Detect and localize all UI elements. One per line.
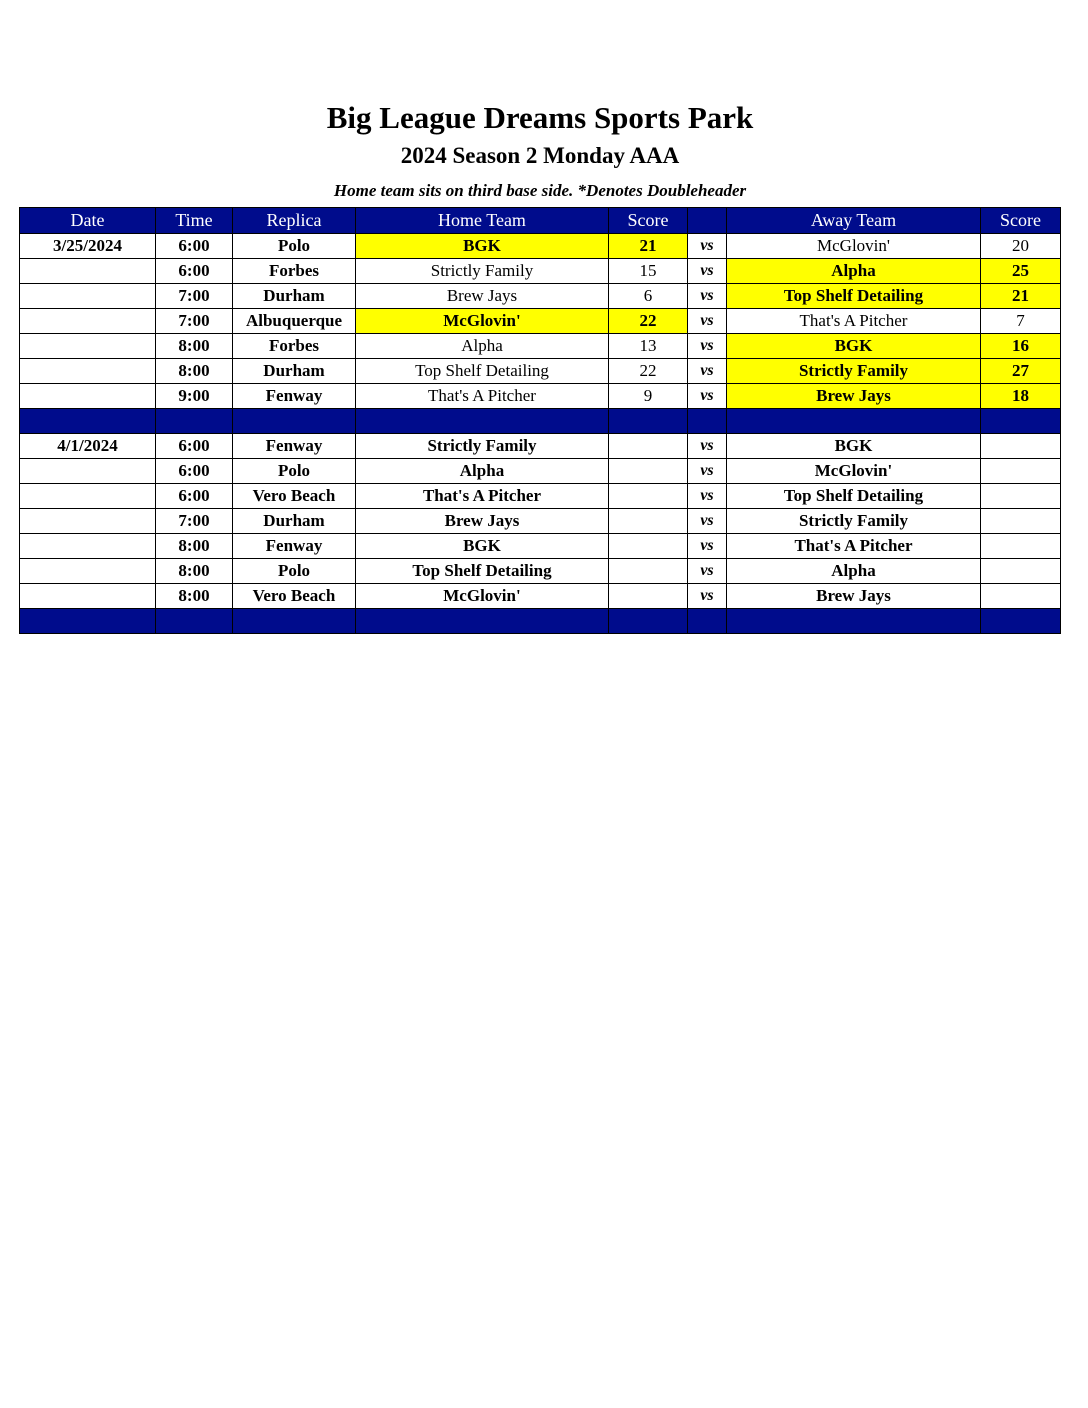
vs-cell: vs — [688, 284, 727, 309]
separator-cell — [688, 609, 727, 634]
replica-cell: Polo — [233, 459, 356, 484]
separator-cell — [20, 409, 156, 434]
away-team-cell: Top Shelf Detailing — [727, 484, 981, 509]
time-cell: 6:00 — [156, 484, 233, 509]
time-cell: 6:00 — [156, 434, 233, 459]
table-row — [20, 559, 1061, 584]
away-score-cell: 27 — [981, 359, 1061, 384]
time-cell: 8:00 — [156, 534, 233, 559]
time-cell: 6:00 — [156, 459, 233, 484]
schedule-body — [20, 234, 1061, 634]
away-team-cell: McGlovin' — [727, 234, 981, 259]
replica-cell: Forbes — [233, 334, 356, 359]
replica-cell: Polo — [233, 234, 356, 259]
date-cell: 3/25/2024 — [20, 234, 156, 259]
table-row — [20, 284, 1061, 309]
away-score-cell: 16 — [981, 334, 1061, 359]
table-row — [20, 259, 1061, 284]
col-header-home-score: Score — [609, 208, 688, 234]
away-score-cell — [981, 484, 1061, 509]
home-team-cell: Brew Jays — [356, 509, 609, 534]
date-cell — [20, 559, 156, 584]
home-score-cell — [609, 559, 688, 584]
vs-cell: vs — [688, 334, 727, 359]
home-score-cell: 6 — [609, 284, 688, 309]
separator-cell — [233, 409, 356, 434]
col-header-vs — [688, 208, 727, 234]
home-team-cell: Alpha — [356, 334, 609, 359]
date-cell — [20, 284, 156, 309]
replica-cell: Albuquerque — [233, 309, 356, 334]
date-cell — [20, 359, 156, 384]
replica-cell: Fenway — [233, 434, 356, 459]
time-cell: 7:00 — [156, 509, 233, 534]
home-team-cell: Top Shelf Detailing — [356, 359, 609, 384]
date-cell — [20, 259, 156, 284]
table-row — [20, 234, 1061, 259]
date-cell — [20, 309, 156, 334]
time-cell: 7:00 — [156, 284, 233, 309]
page-subtitle: 2024 Season 2 Monday AAA — [400, 143, 680, 168]
vs-cell: vs — [688, 434, 727, 459]
table-row — [20, 384, 1061, 409]
away-score-cell — [981, 534, 1061, 559]
separator-cell — [233, 609, 356, 634]
away-score-cell — [981, 559, 1061, 584]
table-row — [20, 509, 1061, 534]
away-team-cell: BGK — [727, 434, 981, 459]
table-row — [20, 434, 1061, 459]
time-cell: 8:00 — [156, 559, 233, 584]
time-cell: 8:00 — [156, 584, 233, 609]
home-score-cell — [609, 484, 688, 509]
separator-cell — [981, 409, 1061, 434]
away-score-cell — [981, 459, 1061, 484]
time-cell: 8:00 — [156, 334, 233, 359]
replica-cell: Durham — [233, 284, 356, 309]
home-team-cell: Strictly Family — [356, 259, 609, 284]
home-score-cell: 13 — [609, 334, 688, 359]
home-team-cell: Top Shelf Detailing — [356, 559, 609, 584]
col-header-away-team: Away Team — [727, 208, 981, 234]
away-team-cell: McGlovin' — [727, 459, 981, 484]
table-row — [20, 584, 1061, 609]
home-score-cell: 21 — [609, 234, 688, 259]
table-row — [20, 309, 1061, 334]
separator-cell — [609, 409, 688, 434]
table-row — [20, 534, 1061, 559]
vs-cell: vs — [688, 234, 727, 259]
home-team-cell: Brew Jays — [356, 284, 609, 309]
vs-cell: vs — [688, 509, 727, 534]
time-cell: 8:00 — [156, 359, 233, 384]
col-header-home-team: Home Team — [356, 208, 609, 234]
vs-cell: vs — [688, 459, 727, 484]
away-team-cell: Alpha — [727, 559, 981, 584]
away-team-cell: Strictly Family — [727, 509, 981, 534]
table-row — [20, 459, 1061, 484]
time-cell: 6:00 — [156, 234, 233, 259]
away-score-cell — [981, 584, 1061, 609]
home-score-cell — [609, 534, 688, 559]
replica-cell: Forbes — [233, 259, 356, 284]
away-team-cell: That's A Pitcher — [727, 309, 981, 334]
week-separator-row — [20, 409, 1061, 434]
time-cell: 6:00 — [156, 259, 233, 284]
home-score-cell — [609, 509, 688, 534]
vs-cell: vs — [688, 309, 727, 334]
away-score-cell: 21 — [981, 284, 1061, 309]
table-row — [20, 484, 1061, 509]
week-separator-row — [20, 609, 1061, 634]
col-header-away-score: Score — [981, 208, 1061, 234]
separator-cell — [981, 609, 1061, 634]
date-cell: 4/1/2024 — [20, 434, 156, 459]
replica-cell: Vero Beach — [233, 584, 356, 609]
date-cell — [20, 459, 156, 484]
away-team-cell: Brew Jays — [727, 384, 981, 409]
home-score-cell: 22 — [609, 359, 688, 384]
home-team-cell: That's A Pitcher — [356, 384, 609, 409]
away-score-cell: 18 — [981, 384, 1061, 409]
col-header-date: Date — [20, 208, 156, 234]
home-team-cell: Alpha — [356, 459, 609, 484]
away-score-cell: 20 — [981, 234, 1061, 259]
vs-cell: vs — [688, 259, 727, 284]
away-score-cell — [981, 434, 1061, 459]
away-team-cell: That's A Pitcher — [727, 534, 981, 559]
date-cell — [20, 384, 156, 409]
home-score-cell: 22 — [609, 309, 688, 334]
schedule-note: Home team sits on third base side. *Denotes Doubleheader — [333, 181, 747, 200]
table-row — [20, 359, 1061, 384]
vs-cell: vs — [688, 534, 727, 559]
home-score-cell: 9 — [609, 384, 688, 409]
date-cell — [20, 334, 156, 359]
separator-cell — [727, 609, 981, 634]
separator-cell — [609, 609, 688, 634]
home-score-cell: 15 — [609, 259, 688, 284]
away-score-cell — [981, 509, 1061, 534]
away-team-cell: BGK — [727, 334, 981, 359]
away-score-cell: 25 — [981, 259, 1061, 284]
schedule-table — [19, 207, 1061, 634]
home-score-cell — [609, 459, 688, 484]
separator-cell — [727, 409, 981, 434]
header-row — [20, 208, 1061, 234]
date-cell — [20, 509, 156, 534]
home-team-cell: BGK — [356, 234, 609, 259]
home-team-cell: Strictly Family — [356, 434, 609, 459]
vs-cell: vs — [688, 484, 727, 509]
date-cell — [20, 534, 156, 559]
time-cell: 9:00 — [156, 384, 233, 409]
date-cell — [20, 584, 156, 609]
separator-cell — [356, 409, 609, 434]
away-team-cell: Brew Jays — [727, 584, 981, 609]
page-title: Big League Dreams Sports Park — [326, 100, 754, 135]
replica-cell: Fenway — [233, 384, 356, 409]
col-header-time: Time — [156, 208, 233, 234]
separator-cell — [20, 609, 156, 634]
replica-cell: Fenway — [233, 534, 356, 559]
vs-cell: vs — [688, 584, 727, 609]
away-score-cell: 7 — [981, 309, 1061, 334]
away-team-cell: Top Shelf Detailing — [727, 284, 981, 309]
vs-cell: vs — [688, 384, 727, 409]
vs-cell: vs — [688, 559, 727, 584]
home-team-cell: McGlovin' — [356, 584, 609, 609]
away-team-cell: Strictly Family — [727, 359, 981, 384]
time-cell: 7:00 — [156, 309, 233, 334]
home-score-cell — [609, 584, 688, 609]
replica-cell: Durham — [233, 509, 356, 534]
replica-cell: Vero Beach — [233, 484, 356, 509]
home-team-cell: McGlovin' — [356, 309, 609, 334]
col-header-replica: Replica — [233, 208, 356, 234]
separator-cell — [156, 409, 233, 434]
vs-cell: vs — [688, 359, 727, 384]
home-score-cell — [609, 434, 688, 459]
table-row — [20, 334, 1061, 359]
date-cell — [20, 484, 156, 509]
away-team-cell: Alpha — [727, 259, 981, 284]
separator-cell — [688, 409, 727, 434]
separator-cell — [156, 609, 233, 634]
home-team-cell: BGK — [356, 534, 609, 559]
replica-cell: Durham — [233, 359, 356, 384]
replica-cell: Polo — [233, 559, 356, 584]
separator-cell — [356, 609, 609, 634]
home-team-cell: That's A Pitcher — [356, 484, 609, 509]
